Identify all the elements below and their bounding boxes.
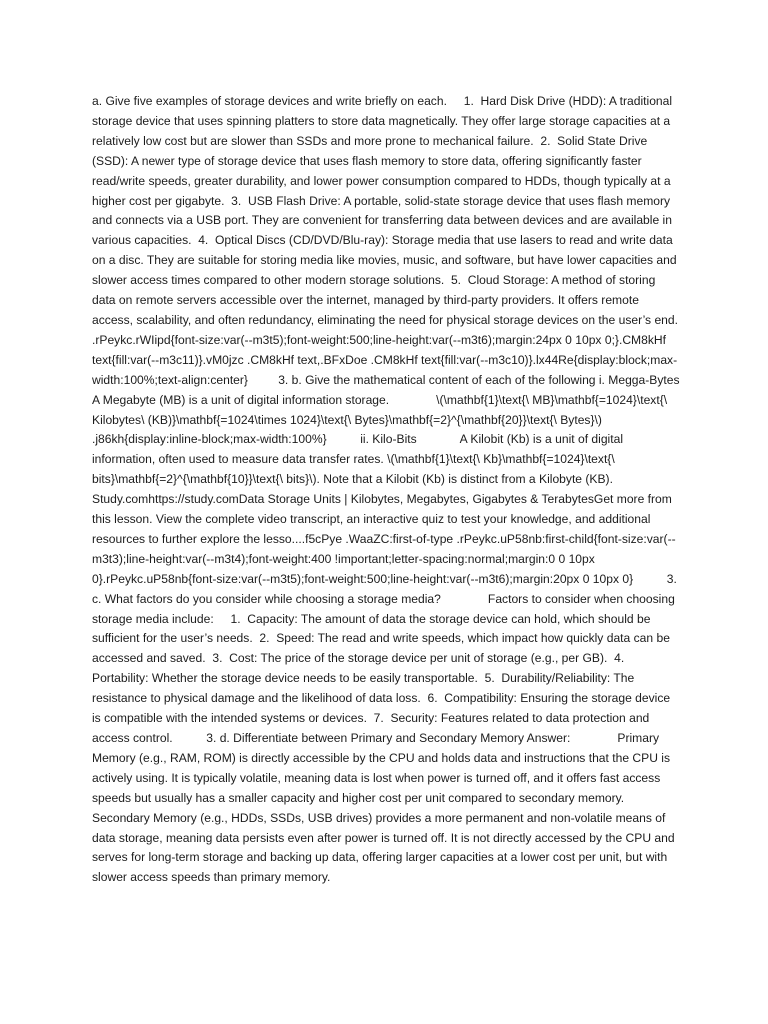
- document-body-text: a. Give five examples of storage devices and write briefly on each. 1. Hard Disk Drive (HDD): A traditional storage device that uses spinning platters to store data magnetically. They offer large storage capacities at a relatively low cost but are slower than SSDs and more prone to mechanical failure. 2. Solid State Drive (SSD): A newer type of storage device that uses flash memory to store data, offering significantly faster read/write speeds, greater durability, and lower power consumption compared to HDDs, though typically at a higher cost per gigabyte. 3. USB Flash Drive: A portable, solid-state storage device that uses flash memory and connects via a USB port. They are convenient for transferring data between devices and are available in various capacities. 4. Optical Discs (CD/DVD/Blu-ray): Storage media that use lasers to read and write data on a disc. They are suitable for storing media like movies, music, and software, but have lower capacities and slower access times compared to other modern storage solutions. 5. Cloud Storage: A method of storing data on remote servers accessible over the internet, managed by third-party providers. It offers remote access, scalability, and often redundancy, eliminating the need for physical storage devices on the user’s end. .rPeykc.rWIipd{font-size:var(--m3t5);font-weight:500;line-height:var(--m3t6);margin:24px 0 10px 0;}.CM8kHf text{fill:var(--m3c11)}.vM0jzc .CM8kHf text,.BFxDoe .CM8kHf text{fill:var(--m3c10)}.lx44Re{display:block;max-width:100%;text-align:center} 3. b. Give the mathematical content of each of the following i. Megga-Bytes A Megabyte (MB) is a unit of digital information storage. \(\mathbf{1}\text{\ MB}\mathbf{=1024}\text{\ Kilobytes\ (KB)}\mathbf{=1024\times 1024}\text{\ Bytes}\mathbf{=2}^{\mathbf{20}}\text{\ Bytes}\) .j86kh{display:inline-block;max-width:100%} ii. Kilo-Bits A Kilobit (Kb) is a unit of digital information, often used to measure data transfer rates. \(\mathbf{1}\text{\ Kb}\mathbf{=1024}\text{\ bits}\mathbf{=2}^{\mathbf{10}}\text{\ bits}\). Note that a Kilobit (Kb) is distinct from a Kilobyte (KB). Study.comhttps://study.comData Storage Units | Kilobytes, Megabytes, Gigabytes & TerabytesGet more from this lesson. View the complete video transcript, an interactive quiz to test your knowledge, and additional resources to further explore the lesso....f5cPye .WaaZC:first-of-type .rPeykc.uP58nb:first-child{font-size:var(--m3t3);line-height:var(--m3t4);font-weight:400 !important;letter-spacing:normal;margin:0 0 10px 0}.rPeykc.uP58nb{font-size:var(--m3t5);font-weight:500;line-height:var(--m3t6);margin:20px 0 10px 0} 3. c. What factors do you consider while choosing a storage media? Factors to consider when choosing storage media include: 1. Capacity: The amount of data the storage device can hold, which should be sufficient for the user’s needs. 2. Speed: The read and write speeds, which impact how quickly data can be accessed and saved. 3. Cost: The price of the storage device per unit of storage (e.g., per GB). 4. Portability: Whether the storage device needs to be easily transportable. 5. Durability/Reliability: The resistance to physical damage and the likelihood of data loss. 6. Compatibility: Ensuring the storage device is compatible with the intended systems or devices. 7. Security: Features related to data protection and access control. 3. d. Differentiate between Primary and Secondary Memory Answer: Primary Memory (e.g., RAM, ROM) is directly accessible by the CPU and holds data and instructions that the CPU is actively using. It is typically volatile, meaning data is lost when power is turned off, and it offers fast access speeds but usually has a smaller capacity and higher cost per unit compared to secondary memory. Secondary Memory (e.g., HDDs, SSDs, USB drives) provides a more permanent and non-volatile means of data storage, meaning data persists even after power is turned off. It is not directly accessed by the CPU and serves for long-term storage and backing up data, offering larger capacities at a lower cost per unit, but with slower access speeds than primary memory.: [92, 94, 726, 885]
